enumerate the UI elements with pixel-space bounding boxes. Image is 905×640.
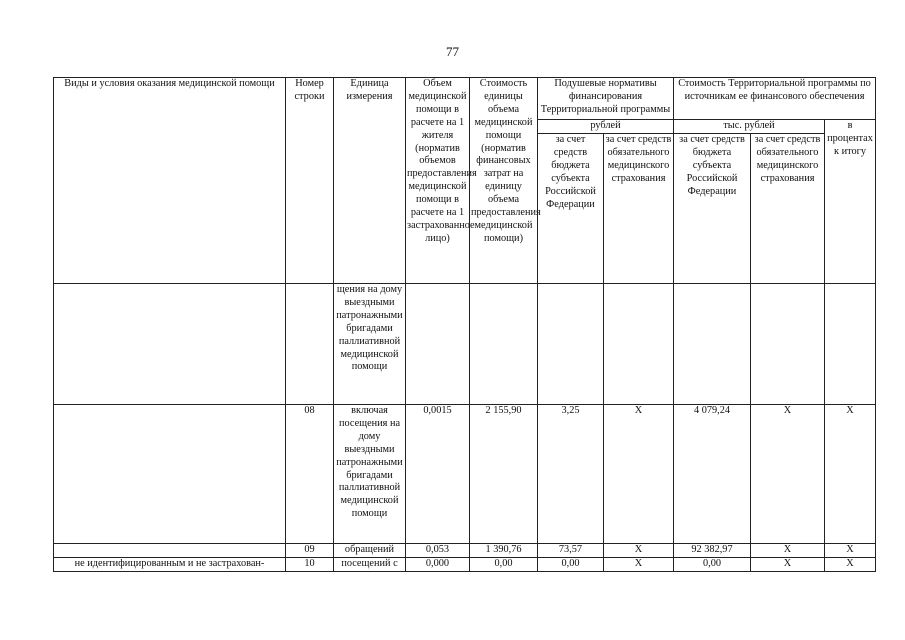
- cell-pc-oms: [604, 284, 674, 405]
- cell-volume: 0,000: [406, 558, 470, 572]
- cell-unit: включая посещения на дому выездными патронажными бригадами паллиативной медицинской помощи: [334, 405, 406, 544]
- cell-tc-percent: X: [825, 405, 876, 544]
- cell-cost: [470, 284, 538, 405]
- cell-pc-budget: 3,25: [538, 405, 604, 544]
- page-number: 77: [446, 44, 459, 59]
- header-percent: в процентах к итогу: [825, 120, 876, 284]
- cell-unit: щения на дому выездными патронажными бригадами паллиативной медицинской помощи: [334, 284, 406, 405]
- cell-tc-percent: [825, 284, 876, 405]
- cell-tc-budget: 0,00: [674, 558, 751, 572]
- cell-row-number: 08: [286, 405, 334, 544]
- table-row: [54, 284, 876, 405]
- cell-tc-oms: [751, 284, 825, 405]
- cell-tc-percent: X: [825, 558, 876, 572]
- cell-tc-budget: 92 382,97: [674, 544, 751, 558]
- cell-tc-percent: X: [825, 544, 876, 558]
- cell-cost: 1 390,76: [470, 544, 538, 558]
- cell-type: [54, 544, 286, 558]
- cell-pc-oms: X: [604, 544, 674, 558]
- cell-unit: обращений: [334, 544, 406, 558]
- cell-pc-budget: 0,00: [538, 558, 604, 572]
- cell-cost: 0,00: [470, 558, 538, 572]
- cell-unit: посещений с: [334, 558, 406, 572]
- table-row: [54, 544, 876, 558]
- cell-pc-oms: X: [604, 405, 674, 544]
- cell-tc-budget: 4 079,24: [674, 405, 751, 544]
- header-volume: Объем медицинской помощи в расчете на 1 жителя (норматив объемов предоставления медицинской помощи в расчете на 1 застрахованное лицо): [406, 78, 470, 284]
- header-row-number: Номер строки: [286, 78, 334, 284]
- header-per-capita: Подушевые нормативы финансирования Территориальной программы: [538, 78, 674, 120]
- header-unit-rubles: рублей: [538, 120, 674, 134]
- cell-row-number: 10: [286, 558, 334, 572]
- cell-type: не идентифицированным и не застрахован-: [54, 558, 286, 572]
- cell-pc-oms: X: [604, 558, 674, 572]
- header-unit: Единица измерения: [334, 78, 406, 284]
- cell-pc-budget: 73,57: [538, 544, 604, 558]
- cell-row-number: 09: [286, 544, 334, 558]
- header-program-cost: Стоимость Территориальной программы по источникам ее финансового обеспечения: [674, 78, 876, 120]
- table-row: [54, 405, 876, 544]
- cell-pc-budget: [538, 284, 604, 405]
- cell-tc-oms: X: [751, 405, 825, 544]
- cell-row-number: [286, 284, 334, 405]
- header-oms-cost: за счет средств обязательного медицинского страхования: [751, 134, 825, 284]
- table-row: [54, 558, 876, 572]
- header-types: Виды и условия оказания медицинской помощи: [54, 78, 286, 284]
- cell-type: [54, 405, 286, 544]
- header-budget-per-capita: за счет средств бюджета субъекта Российской Федерации: [538, 134, 604, 284]
- medical-care-cost-table: [53, 77, 876, 572]
- cell-tc-budget: [674, 284, 751, 405]
- cell-volume: 0,053: [406, 544, 470, 558]
- header-unit-thousand-rubles: тыс. рублей: [674, 120, 825, 134]
- cell-tc-oms: X: [751, 544, 825, 558]
- cell-volume: [406, 284, 470, 405]
- cell-type: [54, 284, 286, 405]
- cell-cost: 2 155,90: [470, 405, 538, 544]
- cell-volume: 0,0015: [406, 405, 470, 544]
- cell-tc-oms: X: [751, 558, 825, 572]
- header-cost-unit: Стоимость единицы объема медицинской помощи (норматив финансовых затрат на единицу объема предоставления медицинской помощи): [470, 78, 538, 284]
- header-oms-per-capita: за счет средств обязательного медицинского страхования: [604, 134, 674, 284]
- header-budget-cost: за счет средств бюджета субъекта Российской Федерации: [674, 134, 751, 284]
